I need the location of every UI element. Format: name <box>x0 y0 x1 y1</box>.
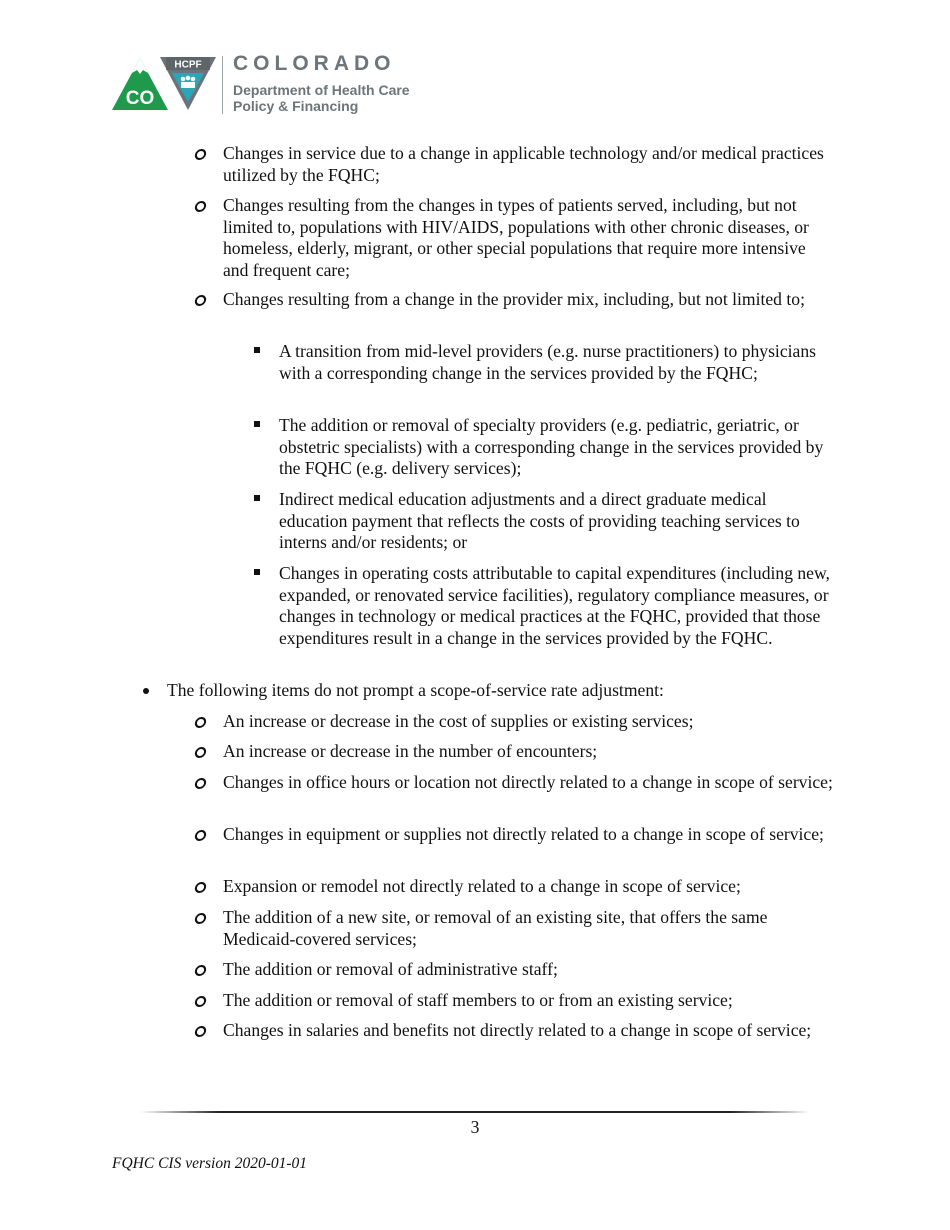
list-item: The addition of a new site, or removal of an existing site, that offers the same Medicaid-covered services; <box>223 907 835 950</box>
circle-bullet-icon <box>194 778 207 789</box>
square-bullet-icon <box>254 347 260 353</box>
circle-bullet-icon <box>194 882 207 893</box>
circle-bullet-icon <box>194 295 207 306</box>
list-item: An increase or decrease in the number of encounters; <box>223 741 835 763</box>
list-item: Expansion or remodel not directly related to a change in scope of service; <box>223 876 835 898</box>
list-item: Changes in salaries and benefits not directly related to a change in scope of service; <box>223 1020 835 1042</box>
svg-text:HCPF: HCPF <box>174 59 202 71</box>
circle-bullet-icon <box>194 717 207 728</box>
list-item: The addition or removal of staff members to or from an existing service; <box>223 990 835 1012</box>
square-bullet-icon <box>254 495 260 501</box>
circle-bullet-icon <box>194 1026 207 1037</box>
colorado-mountain-logo-icon <box>110 52 218 114</box>
document-version: FQHC CIS version 2020-01-01 <box>112 1155 308 1172</box>
list-item: Indirect medical education adjustments and a direct graduate medical education payment that reflects the costs of providing teaching services to interns and/or residents; or <box>279 489 835 554</box>
page-number: 3 <box>470 1117 480 1137</box>
department-line-1: Department of Health Care <box>233 82 410 98</box>
list-item: The addition or removal of administrative staff; <box>223 959 835 981</box>
list-item: Changes in office hours or location not directly related to a change in scope of service; <box>223 772 835 794</box>
circle-bullet-icon <box>194 149 207 160</box>
circle-bullet-icon <box>194 747 207 758</box>
department-line-2: Policy & Financing <box>233 98 359 114</box>
list-item: Changes in service due to a change in applicable technology and/or medical practices utilized by the FQHC; <box>223 143 835 186</box>
circle-bullet-icon <box>194 201 207 212</box>
list-item: A transition from mid-level providers (e.g. nurse practitioners) to physicians with a corresponding change in the services provided by the FQHC; <box>279 341 835 384</box>
logo-state-name: COLORADO <box>233 52 396 75</box>
logo-department-name <box>233 82 410 114</box>
circle-bullet-icon <box>194 996 207 1007</box>
square-bullet-icon <box>254 421 260 427</box>
list-item: Changes resulting from the changes in types of patients served, including, but not limited to, populations with HIV/AIDS, populations with other chronic diseases, or homeless, elderly, migrant, or other special populations that require more intensive and frequent care; <box>223 195 835 281</box>
logo-divider <box>222 56 223 114</box>
footer-divider <box>140 1111 810 1113</box>
list-item: The following items do not prompt a scope-of-service rate adjustment: <box>167 680 837 702</box>
list-item: Changes in operating costs attributable to capital expenditures (including new, expanded, or renovated service facilities), regulatory compliance measures, or changes in technology or medical practices at the FQHC, provided that those expenditures result in a change in the services provided by the FQHC. <box>279 563 835 649</box>
square-bullet-icon <box>254 569 260 575</box>
list-item: Changes in equipment or supplies not directly related to a change in scope of service; <box>223 824 835 846</box>
list-item: Changes resulting from a change in the provider mix, including, but not limited to; <box>223 289 835 311</box>
disc-bullet-icon <box>143 688 149 694</box>
circle-bullet-icon <box>194 830 207 841</box>
list-item: An increase or decrease in the cost of supplies or existing services; <box>223 711 835 733</box>
hcpf-logo <box>110 52 440 118</box>
circle-bullet-icon <box>194 965 207 976</box>
circle-bullet-icon <box>194 913 207 924</box>
svg-text:CO: CO <box>125 88 155 109</box>
list-item: The addition or removal of specialty providers (e.g. pediatric, geriatric, or obstetric specialists) with a corresponding change in the services provided by the FQHC (e.g. delivery services); <box>279 415 835 480</box>
